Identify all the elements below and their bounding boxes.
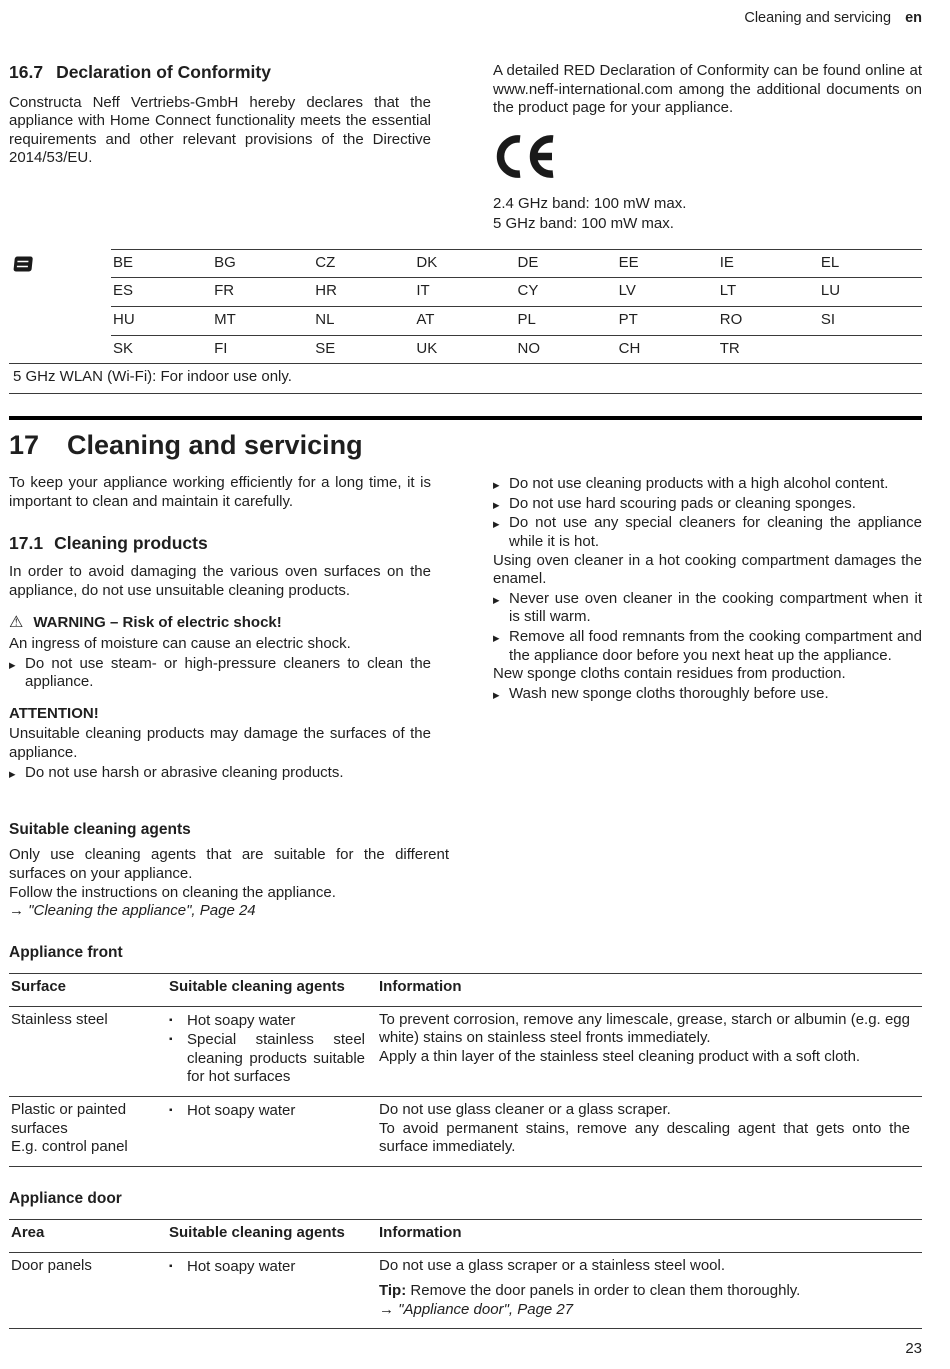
attention-body: Unsuitable cleaning products may damage the surfaces of the appliance. — [9, 725, 431, 762]
table-row — [111, 335, 922, 364]
cleaning-section — [9, 474, 922, 782]
suitable-agents-line2: Follow the instructions on cleaning the appliance. — [9, 883, 336, 901]
table-cell-information: To prevent corrosion, remove any limescale, grease, starch or albumin (e.g. egg white) stains on stainless steel fronts immediately. Apply a thin layer of the stainless steel cleaning product with a soft cloth. — [379, 1010, 910, 1065]
table-header-row — [9, 974, 922, 1007]
list-item: ▶ Do not use hard scouring pads or cleaning sponges. — [493, 494, 856, 512]
country-code: EE — [618, 253, 639, 271]
country-code: CY — [517, 282, 539, 300]
section-title: Cleaning products — [54, 533, 208, 554]
section-title: Declaration of Conformity — [56, 61, 271, 82]
country-code: DE — [517, 253, 539, 271]
column-header-area: Area — [11, 1223, 45, 1241]
triangle-bullet-icon: ▶ — [9, 768, 16, 779]
square-bullet-icon: ▪ — [169, 1260, 173, 1272]
country-code: SK — [113, 339, 134, 357]
triangle-bullet-icon: ▶ — [493, 499, 500, 510]
suitable-agents-line1: Only use cleaning agents that are suitable for the different surfaces on your appliance. — [9, 846, 449, 883]
country-code: FR — [214, 282, 235, 300]
warning-icon: ⚠ — [9, 614, 24, 632]
column-header-surface: Surface — [11, 978, 67, 996]
ce-mark-icon — [493, 134, 557, 179]
country-code: CZ — [315, 253, 336, 271]
table-cell-information: Do not use glass cleaner or a glass scraper. To avoid permanent stains, remove any descaling agent that gets onto the surface immediately. — [379, 1100, 910, 1156]
list-item: ▶ Remove all food remnants from the cooking compartment and the appliance door before you next heat up the appliance. — [493, 627, 922, 664]
country-code: IT — [416, 282, 430, 300]
appliance-front-table — [9, 973, 922, 1167]
triangle-bullet-icon: ▶ — [493, 519, 500, 530]
cleaning-bullet-list-1 — [493, 475, 922, 551]
column-header-information: Information — [379, 1223, 462, 1241]
chapter-divider-rule — [9, 416, 922, 420]
section-number: 17.1 — [9, 533, 44, 554]
square-bullet-icon: ▪ — [169, 1014, 173, 1026]
country-code-grid — [111, 249, 922, 363]
table-cell-area: Door panels — [11, 1256, 92, 1274]
agents-list — [169, 1102, 365, 1121]
country-code: HR — [315, 282, 337, 300]
country-code: UK — [416, 339, 438, 357]
band-5ghz-line: 5 GHz band: 100 mW max. — [493, 214, 674, 232]
table-header-row — [9, 1219, 922, 1252]
ce-logo — [493, 134, 922, 185]
country-code: ES — [113, 282, 134, 300]
table-row — [9, 1006, 922, 1096]
table-row — [111, 249, 922, 278]
tip-label: Tip: — [379, 1282, 407, 1300]
section-number: 16.7 — [9, 61, 44, 82]
table-cell-surface: Plastic or painted surfaces E.g. control panel — [11, 1100, 128, 1156]
conformity-declaration-paragraph: Constructa Neff Vertriebs-GmbH hereby declares that the appliance with Home Connect functionality meets the essential requirements and other relevant provisions of the Directive 2014/53/EU. — [9, 93, 431, 167]
list-item: ▶ Do not use harsh or abrasive cleaning products. — [9, 763, 344, 781]
chapter-intro: To keep your appliance working efficiently for a long time, it is important to clean and maintain it carefully. — [9, 474, 431, 510]
table-cell-surface: Stainless steel — [11, 1010, 108, 1028]
cleaning-right-column — [493, 474, 922, 782]
page-number: 23 — [905, 1340, 922, 1358]
tip-line: Tip: Remove the door panels in order to clean them thoroughly. — [379, 1282, 801, 1300]
column-header-agents: Suitable cleaning agents — [169, 1223, 345, 1241]
attention-title: ATTENTION! — [9, 704, 99, 722]
table-row — [9, 1096, 922, 1166]
warning-header — [9, 613, 431, 633]
band-24ghz-line: 2.4 GHz band: 100 mW max. — [493, 195, 687, 213]
triangle-bullet-icon: ▶ — [493, 480, 500, 491]
country-code: CH — [618, 339, 641, 357]
list-item: ▶ Never use oven cleaner in the cooking compartment when it is still warm. — [493, 589, 922, 626]
country-code: DK — [416, 253, 438, 271]
oven-cleaner-note: Using oven cleaner in a hot cooking compartment damages the enamel. — [493, 551, 922, 588]
triangle-bullet-icon: ▶ — [493, 594, 500, 605]
cleaning-bullet-list-3 — [493, 685, 922, 704]
conformity-left-column — [9, 62, 431, 233]
country-code: HU — [113, 310, 135, 328]
table-cell-information: Do not use a glass scraper or a stainless steel wool. Tip: Remove the door panels in order to clean them thoroughly. → "Appliance door", Page 27 — [377, 1252, 922, 1329]
conformity-section — [9, 62, 922, 233]
list-item: ▪ Hot soapy water — [169, 1101, 296, 1119]
column-header-information: Information — [379, 978, 462, 996]
warning-body: An ingress of moisture can cause an electric shock. — [9, 635, 351, 653]
square-bullet-icon: ▪ — [169, 1104, 173, 1116]
country-code: NL — [315, 310, 335, 328]
wifi-footnote: 5 GHz WLAN (Wi-Fi): For indoor use only. — [9, 363, 922, 394]
table-row — [111, 277, 922, 306]
list-item: ▪ Special stainless steel cleaning products suitable for hot surfaces — [169, 1031, 365, 1086]
triangle-bullet-icon: ▶ — [493, 632, 500, 643]
appliance-door-title: Appliance door — [9, 1189, 122, 1207]
warning-title: WARNING – Risk of electric shock! — [33, 614, 282, 632]
warning-bullet-list — [9, 655, 431, 692]
note-icon — [13, 256, 34, 278]
cleaning-bullet-list-2 — [493, 590, 922, 665]
triangle-bullet-icon: ▶ — [493, 689, 500, 700]
country-code: PL — [517, 310, 536, 328]
conformity-right-column — [493, 62, 922, 233]
cross-reference-link[interactable]: → "Cleaning the appliance", Page 24 — [9, 902, 256, 920]
country-code — [821, 340, 922, 359]
country-code: LU — [820, 282, 841, 300]
agents-list — [169, 1258, 365, 1277]
cross-reference-link[interactable]: → "Appliance door", Page 27 — [379, 1300, 574, 1318]
country-code: PT — [618, 310, 638, 328]
country-code: AT — [416, 310, 435, 328]
country-code: TR — [719, 339, 740, 357]
country-code: BG — [214, 253, 236, 271]
suitable-agents-block — [9, 820, 449, 921]
cleaning-products-intro: In order to avoid damaging the various oven surfaces on the appliance, do not use unsuitable cleaning products. — [9, 563, 431, 599]
chapter-number: 17 — [9, 429, 40, 460]
agents-list — [169, 1012, 365, 1087]
suitable-agents-title: Suitable cleaning agents — [9, 821, 191, 839]
list-item: ▶ Do not use any special cleaners for cleaning the appliance while it is hot. — [493, 514, 922, 550]
country-code: RO — [719, 310, 743, 328]
country-code: FI — [214, 339, 228, 357]
country-code: LT — [719, 282, 737, 300]
header-chapter-label: Cleaning and servicing — [744, 10, 892, 26]
section-heading-16-7 — [9, 62, 431, 84]
table-cell-agents — [167, 1096, 377, 1166]
table-cell-agents — [167, 1006, 377, 1096]
triangle-bullet-icon: ▶ — [9, 659, 16, 670]
section-heading-17-1 — [9, 533, 431, 555]
conformity-online-paragraph: A detailed RED Declaration of Conformity can be found online at www.neff-international.com among the additional documents on the product page for your appliance. — [493, 61, 922, 117]
country-code: EL — [820, 253, 840, 271]
chapter-title: Cleaning and servicing — [67, 429, 363, 460]
country-code: SI — [820, 310, 836, 328]
list-item: ▶ Wash new sponge cloths thoroughly before use. — [493, 684, 829, 702]
country-code: IE — [719, 253, 734, 271]
running-header — [9, 10, 922, 28]
list-item: ▶ Do not use steam- or high-pressure cleaners to clean the appliance. — [9, 654, 431, 691]
header-language-code: en — [905, 10, 922, 26]
table-row — [111, 306, 922, 335]
chapter-heading — [9, 429, 922, 462]
list-item: ▪ Hot soapy water — [169, 1257, 296, 1275]
table-row — [9, 1252, 922, 1329]
list-item: ▶ Do not use cleaning products with a high alcohol content. — [493, 475, 889, 493]
appliance-door-table — [9, 1219, 922, 1329]
table-cell-agents — [167, 1252, 377, 1329]
appliance-front-title: Appliance front — [9, 943, 123, 961]
country-code: SE — [315, 339, 336, 357]
country-code: LV — [618, 282, 636, 300]
list-item: ▪ Hot soapy water — [169, 1011, 296, 1029]
attention-bullet-list — [9, 764, 431, 783]
country-code: BE — [113, 253, 134, 271]
square-bullet-icon: ▪ — [169, 1034, 173, 1046]
sponge-cloth-note: New sponge cloths contain residues from production. — [493, 665, 846, 683]
column-header-agents: Suitable cleaning agents — [169, 978, 345, 996]
cleaning-left-column — [9, 474, 431, 782]
country-approval-table — [9, 249, 922, 394]
country-code: MT — [214, 310, 236, 328]
country-code: NO — [517, 339, 540, 357]
